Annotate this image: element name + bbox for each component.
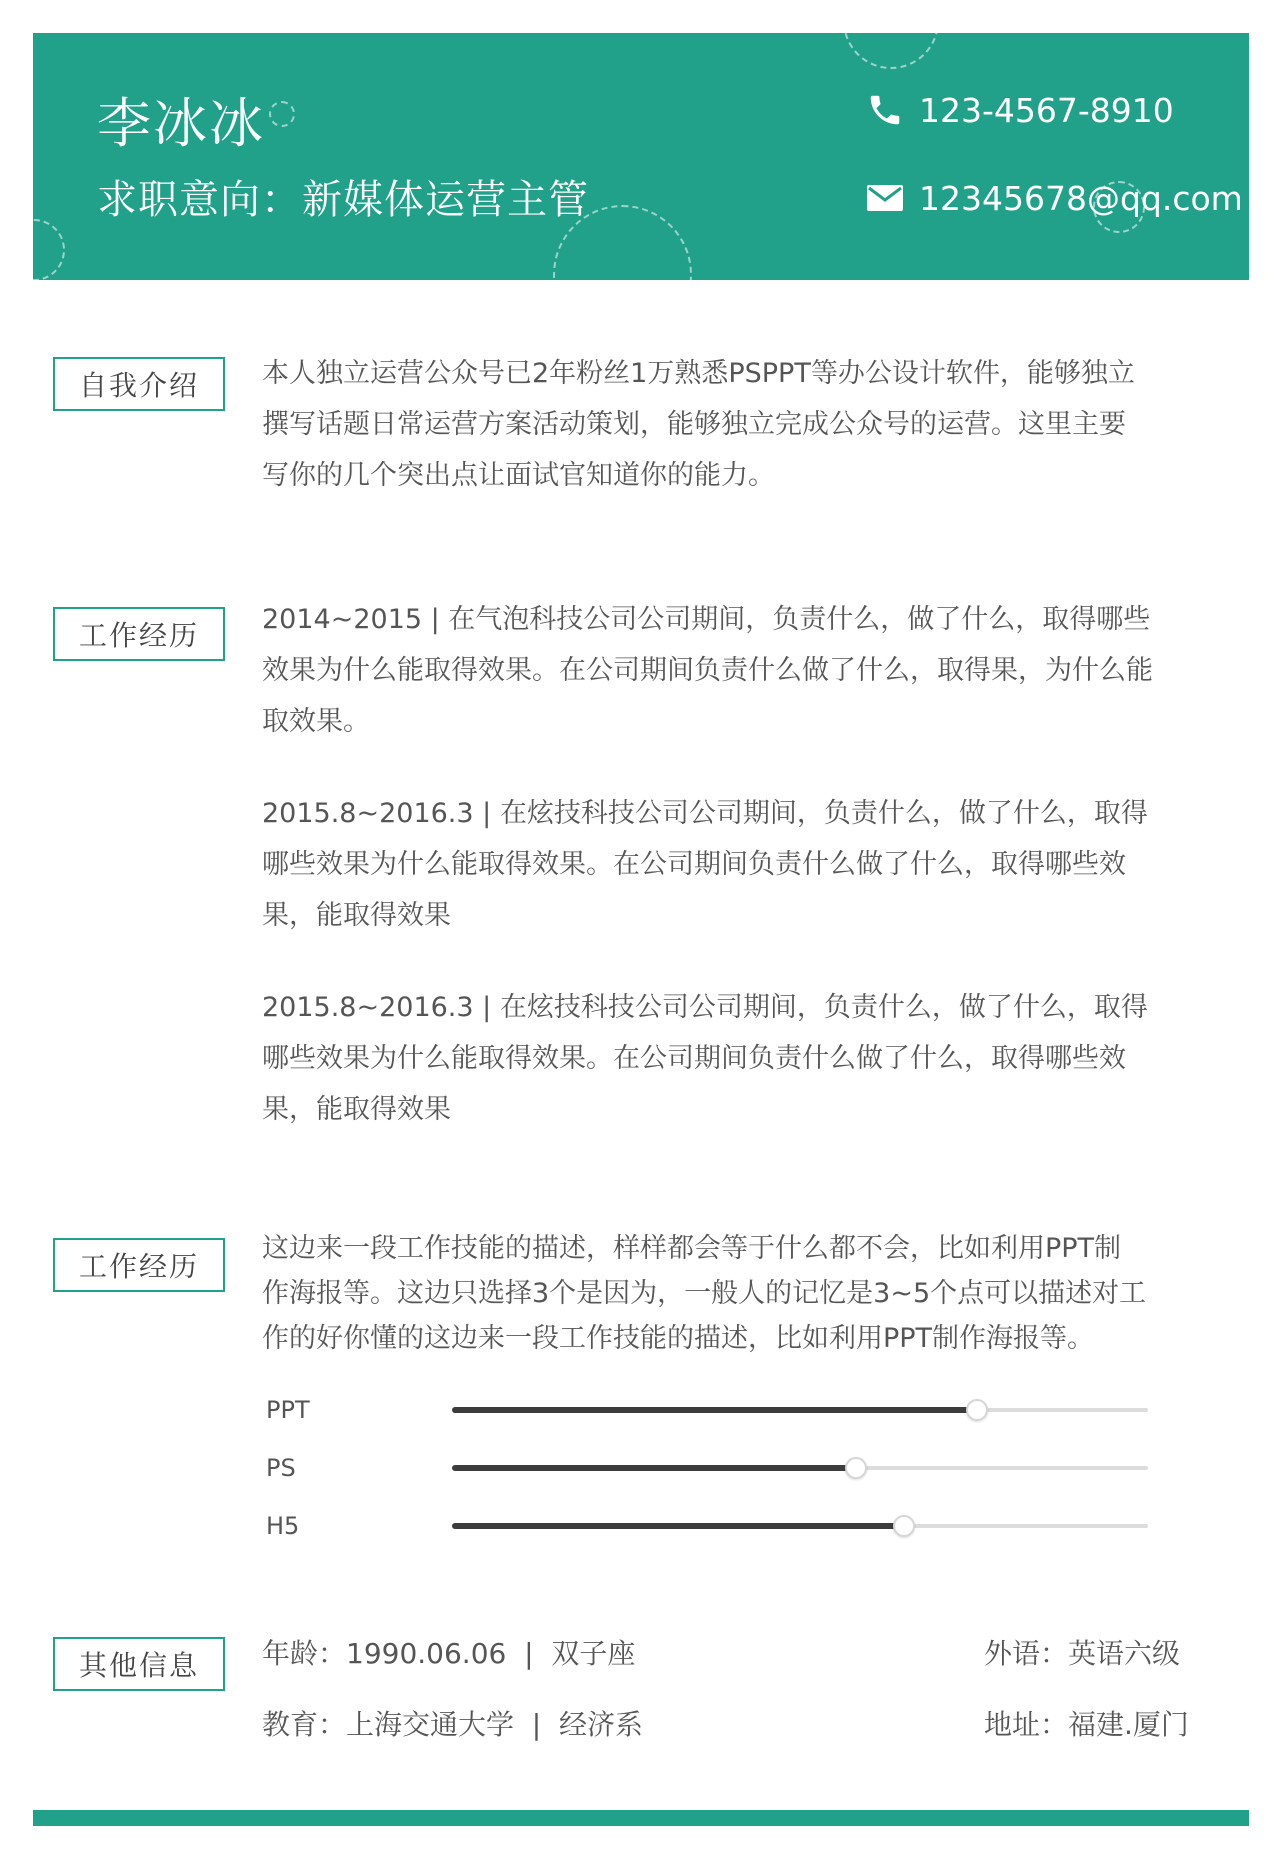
text-line: 果，能取得效果 [262,1094,451,1125]
text-line: 作海报等。这边只选择3个是因为，一般人的记忆是3~5个点可以描述对工 [262,1278,1147,1309]
skill-name: PPT [266,1396,310,1424]
skill-row-ps [266,1453,1156,1483]
text-line: 2015.8~2016.3 | 在炫技科技公司公司期间，负责什么，做了什么，取得 [262,798,1148,829]
email-address: 12345678@qq.com [919,178,1243,218]
section-label-about: 自我介绍 [53,357,225,411]
job-intent: 求职意向：新媒体运营主管 [97,177,589,223]
language-info: 外语：英语六级 [984,1637,1181,1670]
text-line: 哪些效果为什么能取得效果。在公司期间负责什么做了什么，取得哪些效 [262,849,1126,880]
skill-name: PS [266,1454,296,1482]
address-info: 地址：福建.厦门 [984,1708,1189,1741]
text-line: 这边来一段工作技能的描述，样样都会等于什么都不会，比如利用PPT制 [262,1233,1122,1264]
about-text [262,348,1222,501]
email-contact [863,176,1243,220]
phone-number: 123-4567-8910 [919,90,1174,130]
skill-handle[interactable] [893,1515,915,1537]
text-line: 2014~2015 | 在气泡科技公司公司期间，负责什么，做了什么，取得哪些 [262,604,1151,635]
section-label-experience: 工作经历 [53,607,225,661]
text-line: 撰写话题日常运营方案活动策划，能够独立完成公众号的运营。这里主要 [262,409,1126,440]
section-label-skills: 工作经历 [53,1238,225,1292]
experience-entry [262,594,1222,747]
skill-track [452,1408,1148,1412]
text-line: 本人独立运营公众号已2年粉丝1万熟悉PSPPT等办公设计软件，能够独立 [262,358,1135,389]
skill-row-h5 [266,1511,1156,1541]
decorative-circle [269,101,295,127]
footer-bar [33,1810,1249,1826]
age-info: 年龄：1990.06.06 | 双子座 [262,1637,636,1670]
text-line: 取效果。 [262,706,370,737]
resume-header [33,33,1249,280]
skill-name: H5 [266,1512,300,1540]
skill-handle[interactable] [966,1399,988,1421]
experience-entry [262,982,1222,1135]
mail-icon [863,176,907,220]
phone-icon [863,88,907,132]
section-label-other: 其他信息 [53,1637,225,1691]
skill-fill [452,1465,856,1471]
text-line: 果，能取得效果 [262,900,451,931]
candidate-name: 李冰冰 [97,92,265,155]
text-line: 2015.8~2016.3 | 在炫技科技公司公司期间，负责什么，做了什么，取得 [262,992,1148,1023]
skill-track [452,1466,1148,1470]
skill-fill [452,1523,904,1529]
skill-row-ppt [266,1395,1156,1425]
experience-entry [262,788,1222,941]
skill-handle[interactable] [845,1457,867,1479]
decorative-circle [33,219,65,280]
skills-text [262,1226,1222,1361]
text-line: 效果为什么能取得效果。在公司期间负责什么做了什么，取得果，为什么能 [262,655,1153,686]
skill-fill [452,1407,977,1413]
skill-track [452,1524,1148,1528]
education-info: 教育：上海交通大学 | 经济系 [262,1708,644,1741]
text-line: 哪些效果为什么能取得效果。在公司期间负责什么做了什么，取得哪些效 [262,1043,1126,1074]
phone-contact [863,88,1174,132]
text-line: 写你的几个突出点让面试官知道你的能力。 [262,460,775,491]
decorative-circle [843,33,939,69]
text-line: 作的好你懂的这边来一段工作技能的描述，比如利用PPT制作海报等。 [262,1323,1095,1354]
